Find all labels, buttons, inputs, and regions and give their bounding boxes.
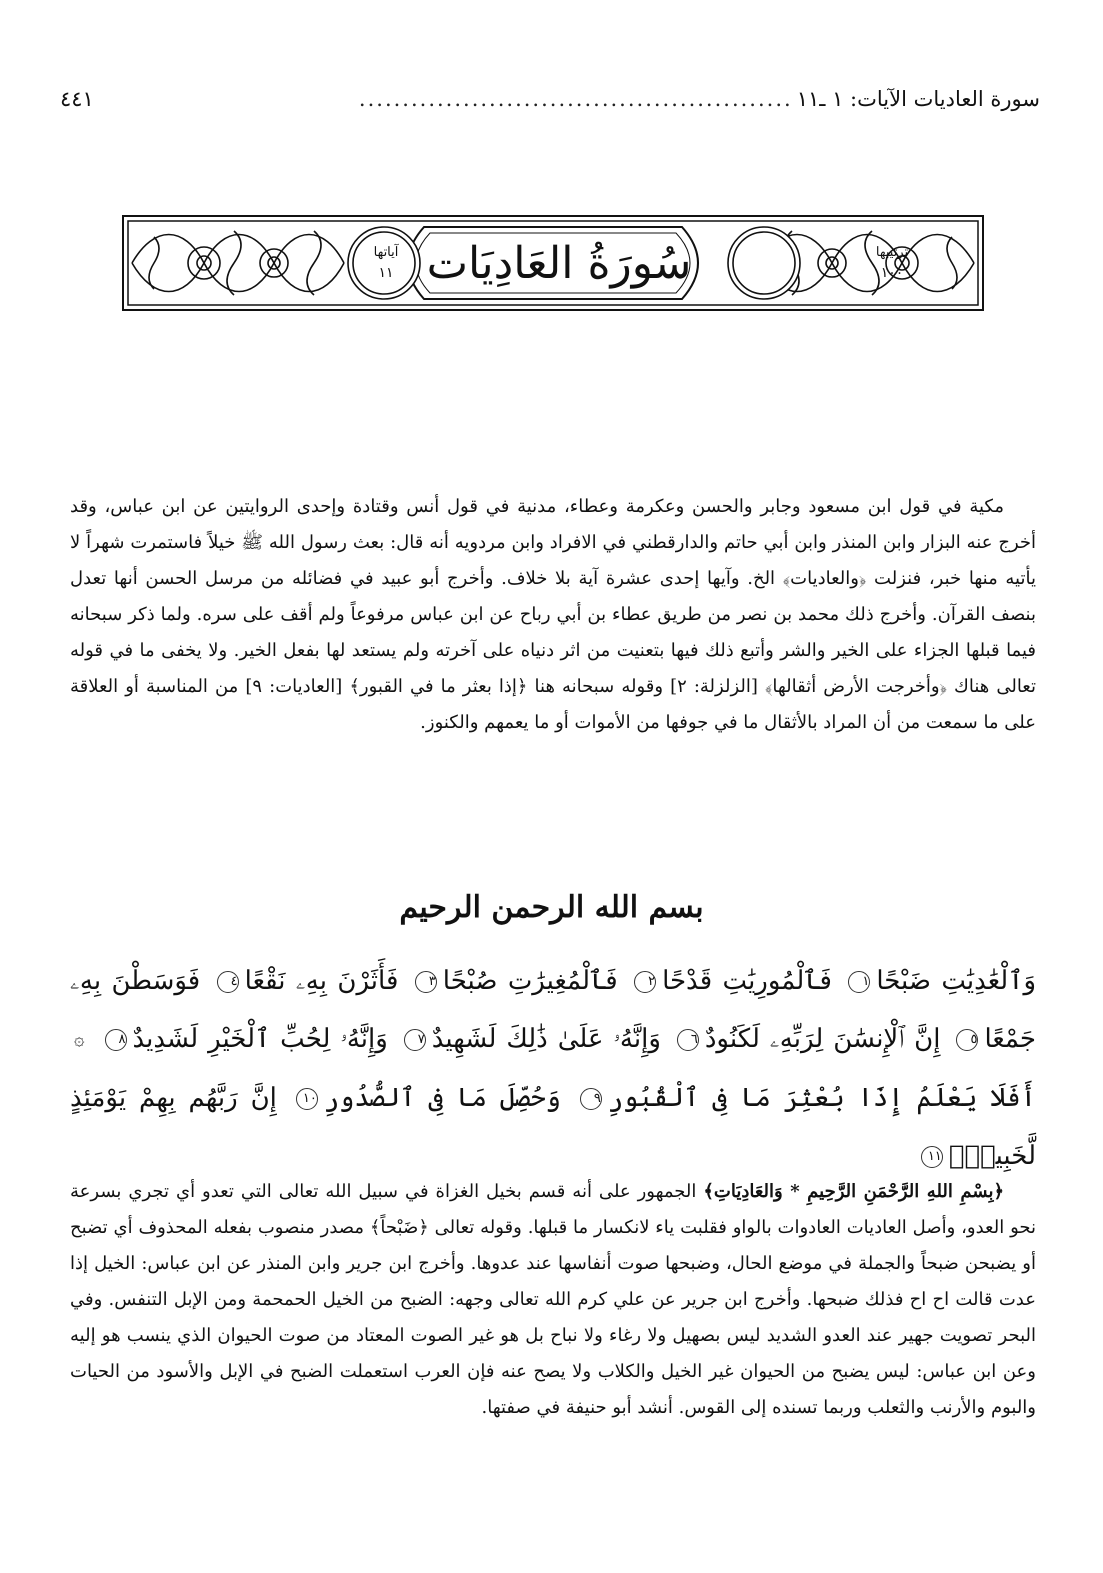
verse-text: وَإِنَّهُۥ عَلَىٰ ذَٰلِكَ لَشَهِيدٌ [431, 1024, 661, 1054]
verse-text: فَوَسَطْنَ بِهِۦ جَمْعًا [70, 966, 1037, 1054]
verse-number: ٤ [217, 971, 239, 993]
intro-paragraph [70, 489, 1036, 741]
verse-number: ٥ [956, 1029, 978, 1051]
verse [628, 966, 832, 996]
page-number: ٤٤١ [60, 87, 94, 111]
commentary-lead: ﴿بِسْمِ اللهِ الرَّحْمَنِ الرَّحِيمِ * وَالعَادِيَاتِ﴾ [703, 1181, 1004, 1202]
surah-name: سُورَةُ العَادِيَات [426, 238, 692, 289]
verse-number: ١ [848, 971, 870, 993]
verse [574, 1083, 1036, 1113]
verse [398, 1024, 661, 1054]
intro-text: مكية في قول ابن مسعود وجابر والحسن وعكرمة وعطاء، مدنية في قول أنس وقتادة وإحدى الروايتين عن ابن عباس، وقد أخرج عنه البزار وابن المنذر وابن أبي حاتم والدارقطني في الافراد وابن مردويه أنه قال: بعث رسول الله ﷺ خيلاً فاستمرت شهراً لا يأتيه منها خبر، فنزلت ﴿والعاديات﴾ الخ. وآيها إحدى عشرة آية بلا خلاف. وأخرج أبو عبيد في فضائله من مرسل الحسن أنها تعدل بنصف القرآن. وأخرج ذلك محمد بن نصر من طريق عطاء بن أبي رباح عن ابن عباس مرفوعاً ولم أقف على سره. ولما ذكر سبحانه فيما قبلها الجزاء على الخير والشر وأتبع ذلك فيها بتعنيت من اثر دنياه على آخرته ولم يستعد لها بفعل الخير. ولا يخفى ما في قوله تعالى هناك ﴿وأخرجت الأرض أثقالها﴾ [الزلزلة: ٢] وقوله سبحانه هنا ﴿إذا بعثر ما في القبور﴾ [العاديات: ٩] من المناسبة أو العلاقة على ما سمعت من أن المراد بالأثقال ما في جوفها من الأموات أو ما يعمهم والكنوز. [70, 496, 1037, 733]
verse-number: ٢ [634, 971, 656, 993]
verse-number: ٩ [580, 1088, 602, 1110]
verse-number: ٣ [415, 971, 437, 993]
verse-number: ١٠ [296, 1088, 318, 1110]
verse-text: فَٱلْمُورِيَٰتِ قَدْحًا [662, 966, 832, 996]
surah-verses-value: ١١ [378, 265, 394, 281]
sajda-mark: ۞ [74, 1029, 85, 1050]
verse-number: ٨ [105, 1029, 127, 1051]
verse-number: ١١ [921, 1146, 943, 1168]
running-header [60, 82, 1040, 116]
verse-text: وَإِنَّهُۥ لِحُبِّ ٱلْخَيْرِ لَشَدِيدٌ [132, 1024, 388, 1054]
verse-text: فَأَثَرْنَ بِهِۦ نَقْعًا [244, 966, 399, 996]
basmala-heading: بسم الله الرحمن الرحيم [399, 890, 704, 925]
surah-order-value: ١٠٠ [880, 265, 904, 281]
verse-text: وَحُصِّلَ مَا فِى ٱلصُّدُورِ [323, 1083, 561, 1113]
verse-text: إِنَّ ٱلْإِنسَٰنَ لِرَبِّهِۦ لَكَنُودٌ [704, 1024, 941, 1054]
verse-text: فَٱلْمُغِيرَٰتِ صُبْحًا [442, 966, 618, 996]
verse-text: وَٱلْعَٰدِيَٰتِ ضَبْحًا [876, 966, 1037, 996]
surah-verses-label: آياتها [373, 245, 399, 260]
verse-number: ٦ [677, 1029, 699, 1051]
running-header-leader-dots: .................................................. [358, 87, 793, 111]
quran-verses [70, 952, 1036, 1185]
verse [211, 966, 399, 996]
verse [409, 966, 618, 996]
verse-text: أَفَلَا يَعْلَمُ إِذَا بُعْثِرَ مَا فِى ٱلْقُبُورِ [607, 1083, 1037, 1113]
surah-verses-medallion [351, 229, 421, 299]
verse-number: ٧ [404, 1029, 426, 1051]
verse [842, 966, 1036, 996]
running-header-title: سورة العاديات الآيات: ١ ـ١١ [796, 87, 1040, 111]
verse [671, 1024, 941, 1054]
surah-banner [122, 215, 984, 311]
verse [99, 1024, 388, 1054]
surah-order-medallion [857, 229, 927, 299]
commentary-text: الجمهور على أنه قسم بخيل الغزاة في سبيل الله تعالى التي تعدو أي تجري بسرعة نحو العدو، وأصل العاديات العادوات بالواو فقلبت ياء لانكسار ما قبلها. وقوله تعالى ﴿ضَبْحاً﴾ مصدر منصوب بفعله المحذوف أي تضبح أو يضبحن ضبحاً والجملة في موضع الحال، وضبحها صوت أنفاسها عند عدوها. وأخرج ابن جرير وابن المنذر عن ابن عباس: الخيل إذا عدت قالت اح اح فذلك ضبحها. وأخرج ابن جرير عن علي كرم الله تعالى وجهه: الضبح من الخيل الحمحمة ومن الإبل التنفس. وفي البحر تصويت جهير عند العدو الشديد ليس بصهيل ولا رغاء ولا نباح بل هو غير الصوت المعتاد من صوت الحيوان الذي ينسب هو إليه وعن ابن عباس: ليس يضبح من الحيوان غير الخيل والكلاب ولا يصح عنه فإن العرب استعملت الضبح في الإبل والأسود من الحيات والبوم والأرنب والثعلب وربما تسنده إلى القوس. أنشد أبو حنيفة في صفتها. [70, 1181, 1036, 1418]
verse [290, 1083, 561, 1113]
surah-order-label: ترتيبها [875, 245, 909, 260]
verse-text: إِنَّ رَبَّهُم بِهِمْ يَوْمَئِذٍ لَّخَبِيرٌۢ [70, 1083, 1036, 1171]
commentary-paragraph [70, 1174, 1036, 1426]
